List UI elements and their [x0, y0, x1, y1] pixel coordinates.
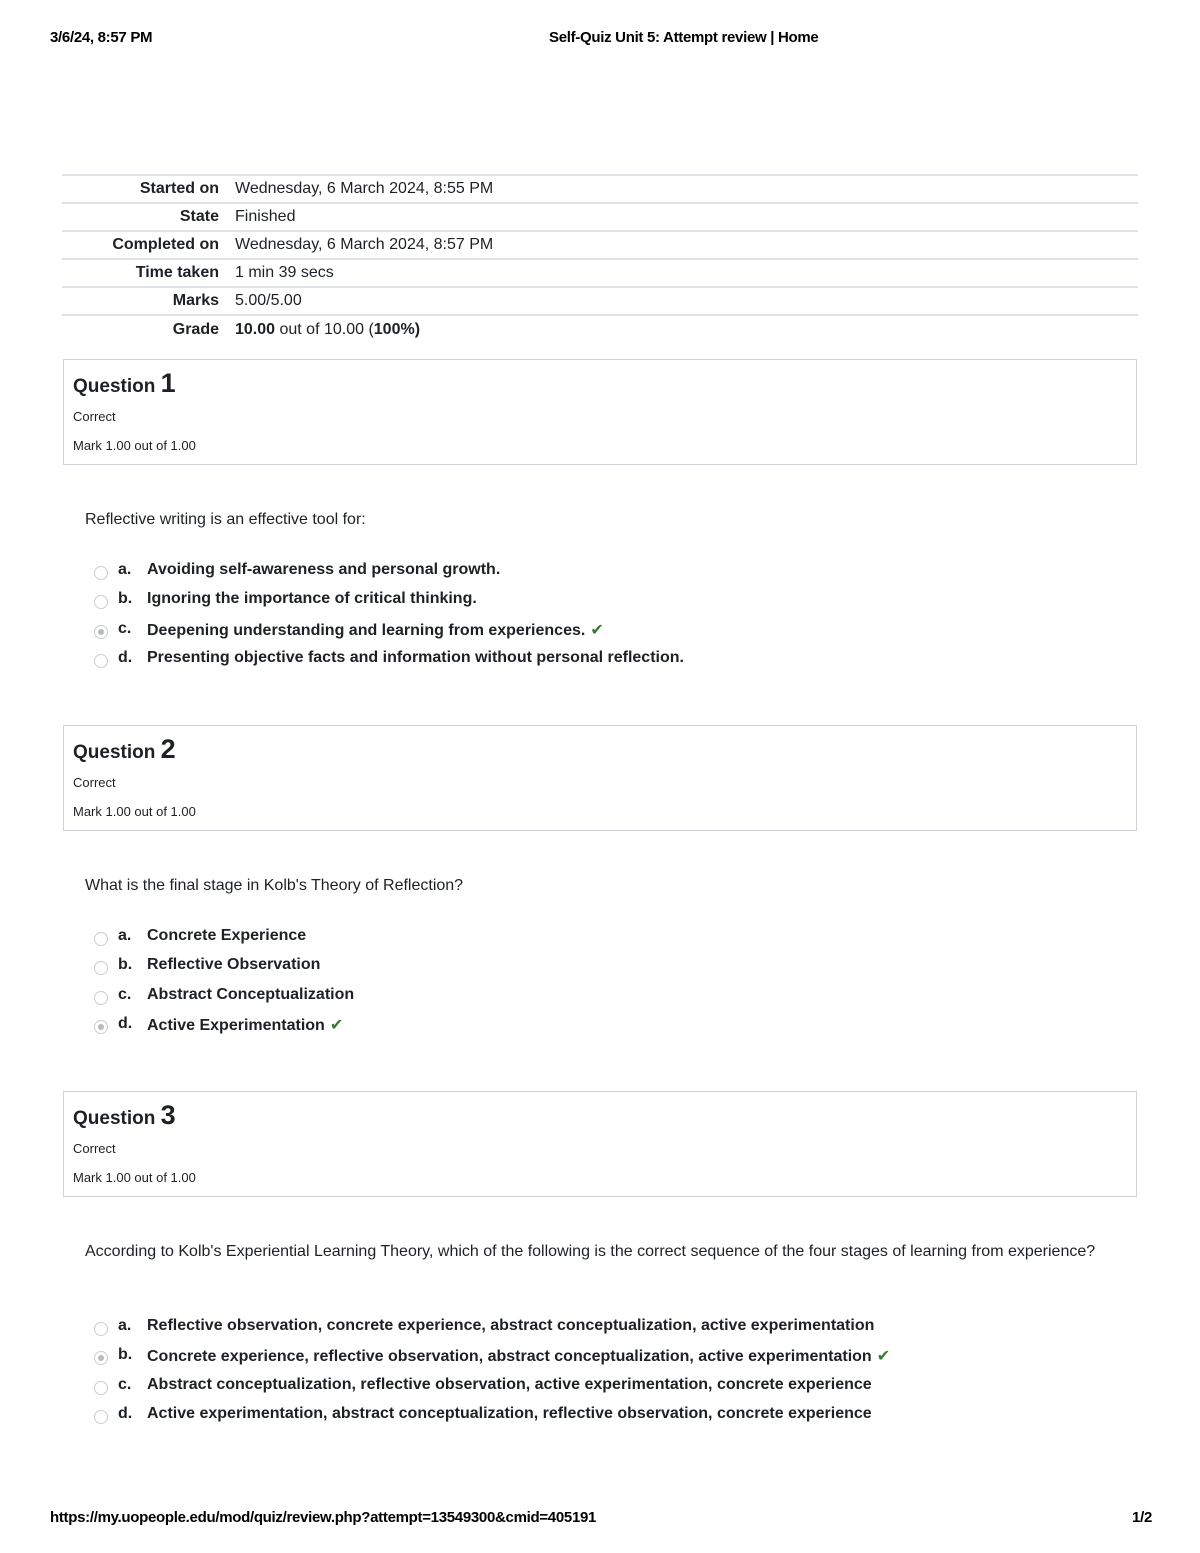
- answer-letter: c.: [118, 985, 132, 1003]
- answer-text: Active experimentation, abstract conceptualization, reflective observation, concrete experience: [147, 1404, 872, 1422]
- check-icon: ✔: [590, 621, 604, 639]
- summary-row-started: [62, 175, 1138, 203]
- summary-row-grade: [62, 315, 1138, 343]
- answer-option[interactable]: [94, 649, 1134, 678]
- answer-text: Active Experimentation: [147, 1016, 325, 1034]
- summary-value: Finished: [235, 208, 296, 225]
- summary-value: Wednesday, 6 March 2024, 8:57 PM: [235, 236, 494, 253]
- radio-icon[interactable]: [94, 625, 108, 639]
- answer-option[interactable]: [94, 1317, 1134, 1346]
- print-date: 3/6/24, 8:57 PM: [50, 29, 153, 46]
- question-number-value: 2: [160, 734, 176, 764]
- question-grade: Mark 1.00 out of 1.00: [73, 438, 196, 453]
- summary-row-state: [62, 203, 1138, 231]
- answer-option[interactable]: [94, 1376, 1134, 1405]
- radio-icon[interactable]: [94, 1020, 108, 1034]
- answer-option[interactable]: [94, 927, 1134, 956]
- answer-text: Reflective Observation: [147, 956, 321, 974]
- summary-label: Marks: [172, 292, 219, 309]
- answer-option[interactable]: [94, 1405, 1134, 1434]
- summary-label: Completed on: [112, 236, 219, 253]
- radio-icon[interactable]: [94, 932, 108, 946]
- summary-value: 1 min 39 secs: [235, 264, 334, 281]
- question-text: Reflective writing is an effective tool for:: [85, 511, 366, 528]
- question-grade: Mark 1.00 out of 1.00: [73, 1170, 196, 1185]
- answer-option[interactable]: [94, 590, 1134, 619]
- print-page-number: 1/2: [1132, 1509, 1152, 1526]
- answer-text: Ignoring the importance of critical thinking.: [147, 590, 477, 608]
- answer-letter: a.: [118, 561, 132, 578]
- answer-text: Abstract conceptualization, reflective observation, active experimentation, concrete experience: [147, 1375, 872, 1393]
- check-icon: ✔: [876, 1348, 891, 1366]
- summary-label: State: [179, 208, 219, 225]
- question-text: What is the final stage in Kolb's Theory of Reflection?: [85, 877, 464, 894]
- answer-list: [94, 927, 1134, 1044]
- radio-icon[interactable]: [94, 1410, 108, 1424]
- radio-icon[interactable]: [94, 566, 108, 580]
- answer-list: [94, 1317, 1134, 1434]
- question-info-2: [63, 725, 1137, 831]
- answer-text: Reflective observation, concrete experience, abstract conceptualization, active experimentation: [147, 1317, 875, 1334]
- attempt-summary-table: [62, 174, 1138, 343]
- question-number-value: 1: [160, 368, 176, 398]
- summary-value: Wednesday, 6 March 2024, 8:55 PM: [235, 180, 494, 197]
- print-footer: [0, 1509, 1200, 1529]
- radio-icon[interactable]: [94, 991, 108, 1005]
- radio-icon[interactable]: [94, 654, 108, 668]
- question-number: [73, 734, 176, 765]
- summary-grade-value: [227, 315, 1138, 343]
- answer-letter: d.: [118, 648, 133, 666]
- summary-label: Started on: [139, 180, 219, 197]
- print-header: [0, 29, 1200, 49]
- summary-row-marks: [62, 287, 1138, 315]
- question-state: Correct: [73, 1141, 116, 1156]
- answer-text: Presenting objective facts and information without personal reflection.: [147, 648, 684, 666]
- answer-option-selected[interactable]: [94, 620, 1134, 649]
- grade-percent: 100%: [373, 320, 415, 338]
- question-number: [73, 1100, 176, 1131]
- summary-value: 5.00/5.00: [235, 292, 302, 309]
- question-info-1: [63, 359, 1137, 465]
- answer-option-selected[interactable]: [94, 1346, 1134, 1375]
- print-url: https://my.uopeople.edu/mod/quiz/review.php?attempt=13549300&cmid=405191: [50, 1509, 597, 1526]
- answer-letter: c.: [118, 1375, 132, 1393]
- question-prefix: Question: [73, 376, 156, 397]
- question-info-3: [63, 1091, 1137, 1197]
- grade-paren-close: ): [414, 320, 421, 338]
- answer-letter: b.: [118, 590, 133, 608]
- grade-out-of: out of 10.00 (: [275, 320, 374, 338]
- summary-label: Grade: [172, 320, 219, 338]
- question-prefix: Question: [73, 1108, 156, 1129]
- answer-letter: c.: [118, 619, 132, 637]
- answer-letter: a.: [118, 1317, 132, 1334]
- radio-icon[interactable]: [94, 1322, 108, 1336]
- question-prefix: Question: [73, 742, 156, 763]
- check-icon: ✔: [329, 1016, 344, 1034]
- answer-text: Concrete experience, reflective observation, abstract conceptualization, active experimentation: [147, 1348, 872, 1366]
- summary-row-time-taken: [62, 259, 1138, 287]
- question-state: Correct: [73, 409, 116, 424]
- answer-letter: d.: [118, 1014, 133, 1032]
- radio-icon[interactable]: [94, 1381, 108, 1395]
- answer-text: Deepening understanding and learning from experiences.: [147, 621, 586, 639]
- answer-option[interactable]: [94, 986, 1134, 1015]
- radio-icon[interactable]: [94, 961, 108, 975]
- question-text: According to Kolb's Experiential Learning Theory, which of the following is the correct sequence of the four stages of learning from experience?: [85, 1243, 1096, 1260]
- question-state: Correct: [73, 775, 116, 790]
- answer-text: Abstract Conceptualization: [147, 985, 355, 1003]
- radio-icon[interactable]: [94, 595, 108, 609]
- question-grade: Mark 1.00 out of 1.00: [73, 804, 196, 819]
- answer-option-selected[interactable]: [94, 1015, 1134, 1044]
- summary-row-completed: [62, 231, 1138, 259]
- grade-score: 10.00: [235, 320, 276, 338]
- answer-letter: a.: [118, 927, 132, 944]
- answer-letter: b.: [118, 956, 133, 974]
- answer-letter: d.: [118, 1404, 133, 1422]
- answer-list: [94, 561, 1134, 678]
- answer-letter: b.: [118, 1346, 133, 1364]
- question-number-value: 3: [160, 1100, 176, 1130]
- answer-text: Avoiding self-awareness and personal growth.: [147, 561, 501, 578]
- answer-option[interactable]: [94, 561, 1134, 590]
- print-page-title: Self-Quiz Unit 5: Attempt review | Home: [549, 29, 819, 46]
- answer-text: Concrete Experience: [147, 927, 307, 944]
- summary-label: Time taken: [135, 264, 219, 281]
- question-number: [73, 368, 176, 399]
- radio-icon[interactable]: [94, 1351, 108, 1365]
- answer-option[interactable]: [94, 956, 1134, 985]
